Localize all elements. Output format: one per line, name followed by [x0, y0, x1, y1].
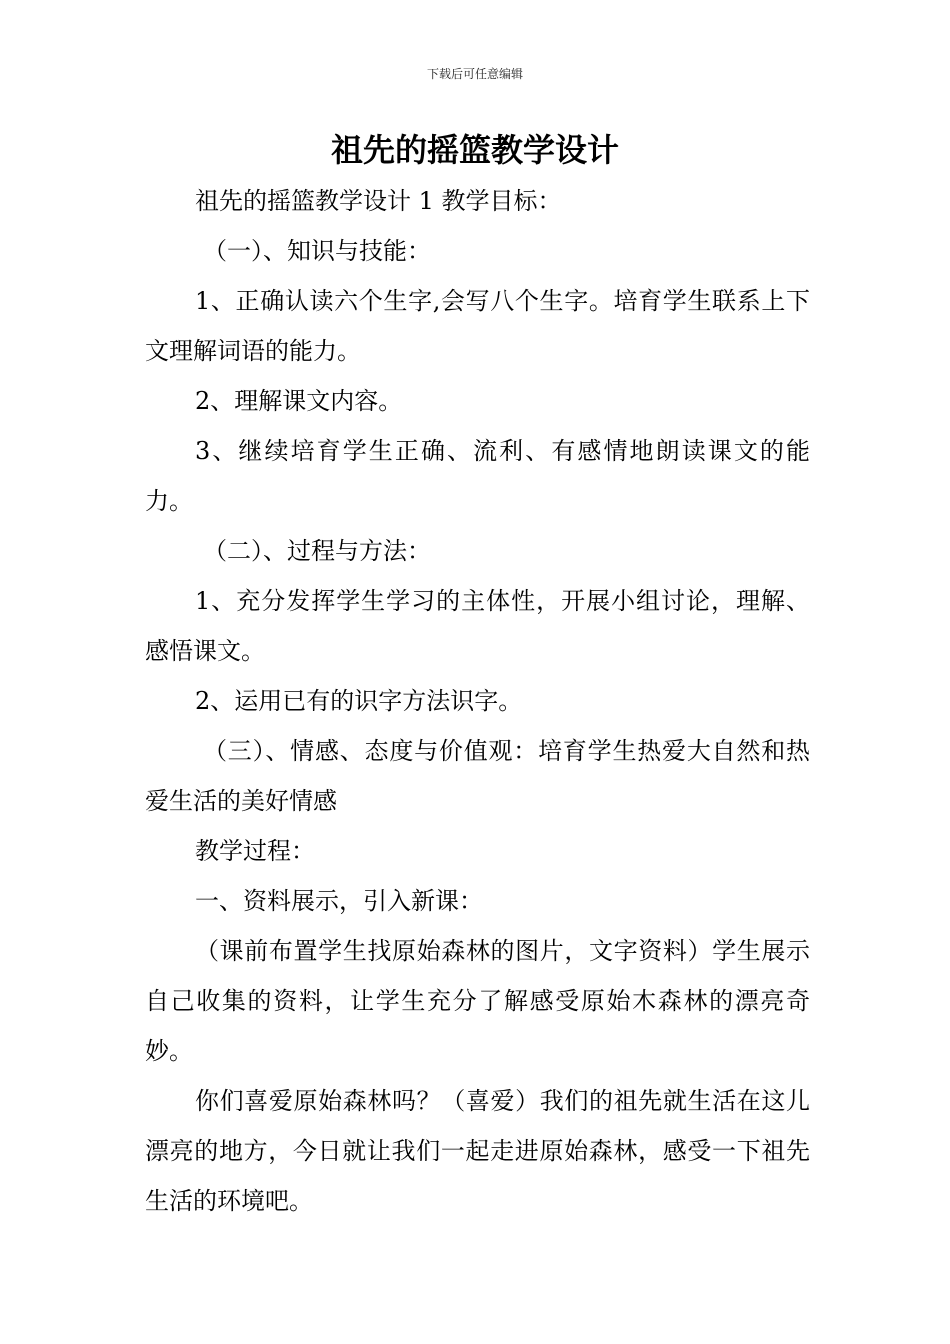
- paragraph-goal-1: 1、正确认读六个生字,会写八个生字。培育学生联系上下文理解词语的能力。: [145, 287, 810, 365]
- paragraph-step-1-question: 你们喜爱原始森林吗？（喜爱）我们的祖先就生活在这儿漂亮的地方，今日就让我们一起走进原始森林，感受一下祖先生活的环境吧。: [145, 1087, 810, 1215]
- section-heading-knowledge: （一）、知识与技能：: [203, 237, 431, 265]
- section-heading-process: （二）、过程与方法：: [203, 537, 431, 565]
- paragraph-goal-2: 2、理解课文内容。: [195, 387, 403, 415]
- paragraph-step-1: 一、资料展示，引入新课：: [195, 887, 483, 915]
- document-title: 祖先的摇篮教学设计: [330, 131, 619, 169]
- document-body: [145, 176, 810, 1226]
- paragraph-process-1: 1、充分发挥学生学习的主体性，开展小组讨论，理解、感悟课文。: [145, 587, 810, 665]
- section-heading-teaching-process: 教学过程：: [195, 837, 315, 865]
- paragraph-process-2: 2、运用已有的识字方法识字。: [195, 687, 523, 715]
- header-note: 下载后可任意编辑: [426, 67, 523, 81]
- paragraph-intro: 祖先的摇篮教学设计 1 教学目标：: [195, 187, 562, 215]
- paragraph-step-1-detail: （课前布置学生找原始森林的图片，文字资料）学生展示自己收集的资料，让学生充分了解感受原始木森林的漂亮奇妙。: [145, 937, 810, 1065]
- section-heading-values: （三）、情感、态度与价值观：培育学生热爱大自然和热爱生活的美好情感: [145, 737, 810, 815]
- paragraph-goal-3: 3、继续培育学生正确、流利、有感情地朗读课文的能力。: [145, 437, 810, 515]
